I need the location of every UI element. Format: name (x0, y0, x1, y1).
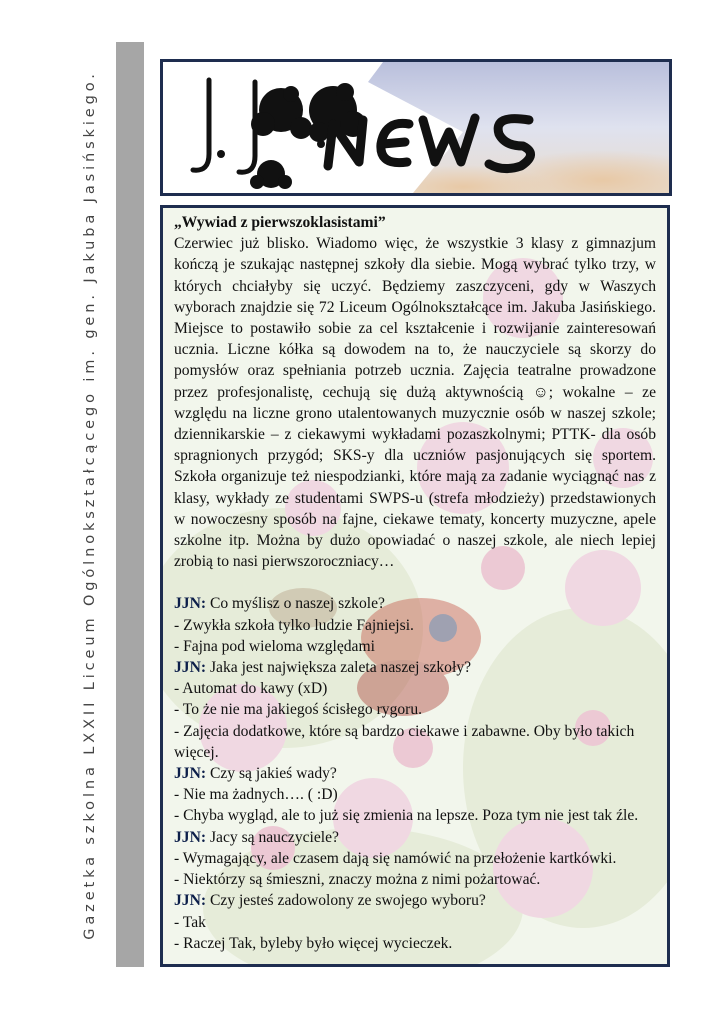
speaker-label: JJN: (174, 595, 207, 613)
speaker-label: JJN: (174, 765, 207, 783)
interview-section (174, 593, 656, 953)
interview-answer (174, 699, 656, 720)
interview-answer (174, 721, 656, 763)
interview-text: - Automat do kawy (xD) (174, 680, 328, 698)
vertical-caption-text: Gazetka szkolna LXXII Liceum Ogólnokształcącego im. gen. Jakuba Jasińskiego. (82, 70, 98, 940)
interview-question (174, 890, 656, 911)
speaker-label: JJN: (174, 828, 207, 846)
article-title: „Wywiad z pierwszoklasistami” (174, 214, 386, 231)
interview-text: - Nie ma żadnych…. ( :D) (174, 786, 338, 804)
interview-text: - Wymagający, ale czasem dają się namówić na przełożenie kartkówki. (174, 849, 617, 867)
interview-text: - Chyba wygląd, ale to już się zmienia na lepsze. Poza tym nie jest tak źle. (174, 807, 639, 825)
interview-answer (174, 869, 656, 890)
interview-answer (174, 636, 656, 657)
interview-answer (174, 848, 656, 869)
interview-text: Czy jesteś zadowolony ze swojego wyboru? (206, 892, 486, 910)
speaker-label: JJN: (174, 659, 207, 677)
interview-answer (174, 805, 656, 826)
interview-answer (174, 784, 656, 805)
interview-text: - Zwykła szkoła tylko ludzie Fajniejsi. (174, 616, 414, 634)
article-content (163, 208, 667, 954)
interview-question (174, 657, 656, 678)
interview-question (174, 593, 656, 614)
interview-text: - Raczej Tak, byleby było więcej wycieczek. (174, 934, 453, 952)
interview-answer (174, 933, 656, 954)
interview-answer (174, 912, 656, 933)
speaker-label: JJN: (174, 892, 207, 910)
interview-text: - Fajna pod wieloma względami (174, 637, 375, 655)
paragraph-gap (174, 572, 656, 593)
interview-text: - Tak (174, 913, 206, 931)
sidebar-bar (116, 42, 144, 967)
interview-question (174, 763, 656, 784)
interview-text: Czy są jakieś wady? (206, 765, 337, 783)
interview-text: - Niektórzy są śmieszni, znaczy można z nimi pożartować. (174, 871, 541, 889)
masthead-banner (160, 59, 672, 196)
article-intro: Czerwiec już blisko. Wiadomo więc, że wszystkie 3 klasy z gimnazjum kończą je szukając następnej szkoły dla siebie. Mogą wybrać tylko trzy, w których chciałyby się uczyć. Będziemy zaszczyceni, gdy w Waszych wyborach znajdzie się 72 Liceum Ogólnokształcące im. Jakuba Jasińskiego. Miejsce to postawiło sobie za cel kształcenie i rozwijanie zainteresowań ucznia. Liczne kółka są dowodem na to, że nauczyciele są skorzy do pomysłów oraz spełniania potrzeb ucznia. Zajęcia teatralne prowadzone przez profesjonalistę, cechują się dużą aktywnością ☺; wokalne – ze względu na liczne grono utalentowanych muzycznie osób w naszej szkole; dziennikarskie – z ciekawymi wykładami pozaszkolnymi; PTTK- dla osób spragnionych przygód; SKS-y dla uczniów pasjonujących się sportem. Szkoła organizuje też niespodzianki, które mają za zadanie wyciągnąć nas z klasy, wykłady ze studentami SWPS-u (strefa młodzieży) przedstawionych w nowoczesny sposób na fajne, ciekawe tematy, koncerty muzyczne, apele szkolne itp. Można by dużo opowiadać o naszej szkole, ale niech lepiej zrobią to nasi pierwszoroczniacy… (174, 235, 656, 571)
article-box (160, 205, 670, 967)
interview-answer (174, 615, 656, 636)
interview-answer (174, 678, 656, 699)
interview-text: - To że nie ma jakiegoś ścisłego rygoru. (174, 701, 423, 719)
interview-text: Jaka jest największa zaleta naszej szkoły? (206, 659, 472, 677)
masthead-logo-image (163, 62, 669, 193)
interview-text: - Zajęcia dodatkowe, które są bardzo ciekawe i zabawne. Oby było takich więcej. (174, 722, 635, 761)
interview-question (174, 827, 656, 848)
interview-text: Co myślisz o naszej szkole? (206, 595, 385, 613)
vertical-newsletter-caption (76, 40, 104, 970)
interview-text: Jacy są nauczyciele? (206, 828, 339, 846)
